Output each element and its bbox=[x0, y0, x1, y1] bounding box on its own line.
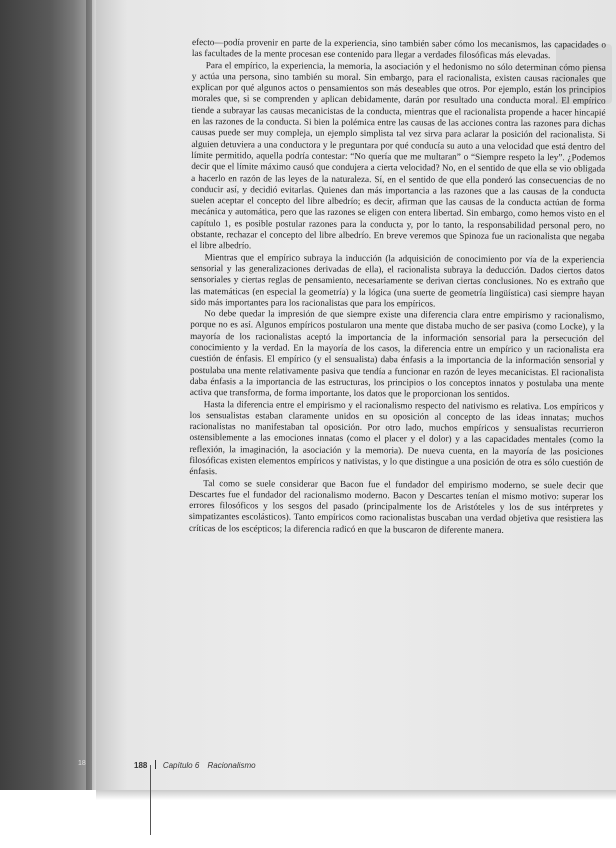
margin-number: 18 bbox=[78, 760, 86, 767]
chapter-title: Racionalismo bbox=[207, 761, 256, 770]
footer-rule bbox=[150, 765, 151, 835]
book-spine-shadow bbox=[0, 0, 92, 790]
chapter-label: Capítulo 6 bbox=[162, 761, 200, 770]
page-bottom-shadow bbox=[96, 790, 616, 800]
body-text bbox=[189, 37, 606, 537]
paragraph-5: Hasta la diferencia entre el empirismo y el racionalismo respecto del nativismo es relativa. Los empíricos y los sensualistas estaban claramente unidos en su oposición al concepto de las ideas innatas; muchos racionalistas no manifestaban tal oposición. Por otro lado, muchos empíricos y sensualistas recurrieron ostensiblemente a las emociones innatas (como el placer y el dolor) y a las capacidades mentales (como la reflexión, la imaginación, la asociación y la memoria). De nueva cuenta, en la mayoría de las posiciones filosóficas existen elementos empíricos y nativistas, y lo que distingue a una posición de otra es sólo cuestión de énfasis. bbox=[189, 398, 604, 477]
paragraph-2: Para el empírico, la experiencia, la memoria, la asociación y el hedonismo no sólo determinan cómo piensa y actúa una persona, sino también su moral. Sin embargo, para el racionalista, existen causas racionales que explican por qué algunos actos o pensamientos son más deseables que otros. Por ejemplo, están los principios morales que, si se comprenden y aplican debidamente, darán por resultado una conducta moral. El empírico tiende a subrayar las causas mecanicistas de la conducta, mientras que el racionalista propende a hacer hincapié en las razones de la conducta. Si bien la polémica entre las causas de las acciones contra las razones para dichas causas puede ser muy compleja, un ejemplo simplista tal vez sirva para aclarar la posición del racionalista. Si alguien detuviera a una conductora y le preguntara por qué conducía su auto a una velocidad que está dentro del límite permitido, aquella podría contestar: “No quería que me multaran” o “Siempre respeto la ley”. ¿Podemos decir que el límite máximo causó que condujera a cierta velocidad? No, en el sentido de que ella se vio obligada a hacerlo en razón de las leyes de la naturaleza. Sí, en el sentido de que ella ponderó las consecuencias de no conducir así, y decidió evitarlas. Quienes dan más importancia a las razones que a las causas de la conducta suelen aceptar el concepto del libre albedrío; es decir, afirman que las causas de la conducta actúan de forma mecánica y automática, pero que las razones se eligen con entera libertad. Sin embargo, como hemos visto en el capítulo 1, es posible postular razones para la conducta y, por lo tanto, la responsabilidad personal pero, no obstante, rechazar el concepto del libre albedrío. En breve veremos que Spinoza fue un racionalista que negaba el libre albedrío. bbox=[190, 59, 606, 251]
paragraph-3: Mientras que el empírico subraya la inducción (la adquisición de conocimiento por vía de la experiencia sensorial y las generalizaciones derivadas de ella), el racionalista subraya la deducción. Dados ciertos datos sensoriales y ciertas reglas de pensamiento, necesariamente se derivan ciertas conclusiones. No es extraño que las matemáticas (en especial la geometría) y la lógica (una suerte de geometría lingüística) casi siempre hayan sido más importantes para los racionalistas que para los empíricos. bbox=[190, 251, 605, 309]
paragraph-6: Tal como se suele considerar que Bacon fue el fundador del empirismo moderno, se suele decir que Descartes fue el fundador del racionalismo moderno. Bacon y Descartes tenían el mismo motivo: superar los errores filosóficos y los sesgos del pasado (principalmente los de Aristóteles y los de sus intérpretes y simpatizantes escolásticos). Tanto empíricos como racionalistas buscaban una verdad objetiva que resistiera las críticas de los escépticos; la diferencia radicó en que la buscaron de diferente manera. bbox=[188, 477, 604, 535]
page-number: 188 bbox=[134, 761, 148, 770]
paragraph-4: No debe quedar la impresión de que siempre existe una diferencia clara entre empirismo y racionalismo, porque no es así. Algunos empíricos postularon una mente que distaba mucho de ser pasiva (como Locke), y la mayoría de los racionalistas aceptó la importancia de la información sensorial para la persecución del conocimiento y la verdad. En la mayoría de los casos, la diferencia entre un empírico y un racionalista era cuestión de énfasis. El empírico (y el sensualista) daba énfasis a la importancia de la información sensorial y postulaba una mente relativamente pasiva que tendía a funcionar en razón de leyes mecanicistas. El racionalista daba énfasis a la importancia de las estructuras, los principios o los conceptos innatos y postulaba una mente activa que transforma, de forma importante, los datos que le proporcionan los sentidos. bbox=[189, 308, 605, 400]
footer-separator bbox=[155, 760, 156, 769]
paragraph-1: efecto—podía provenir en parte de la experiencia, sino también saber cómo los mecanismos, las capacidades o las facultades de la mente procesan ese contenido para llegar a verdades filosóficas más elevadas. bbox=[191, 37, 606, 61]
page-footer bbox=[134, 760, 434, 770]
